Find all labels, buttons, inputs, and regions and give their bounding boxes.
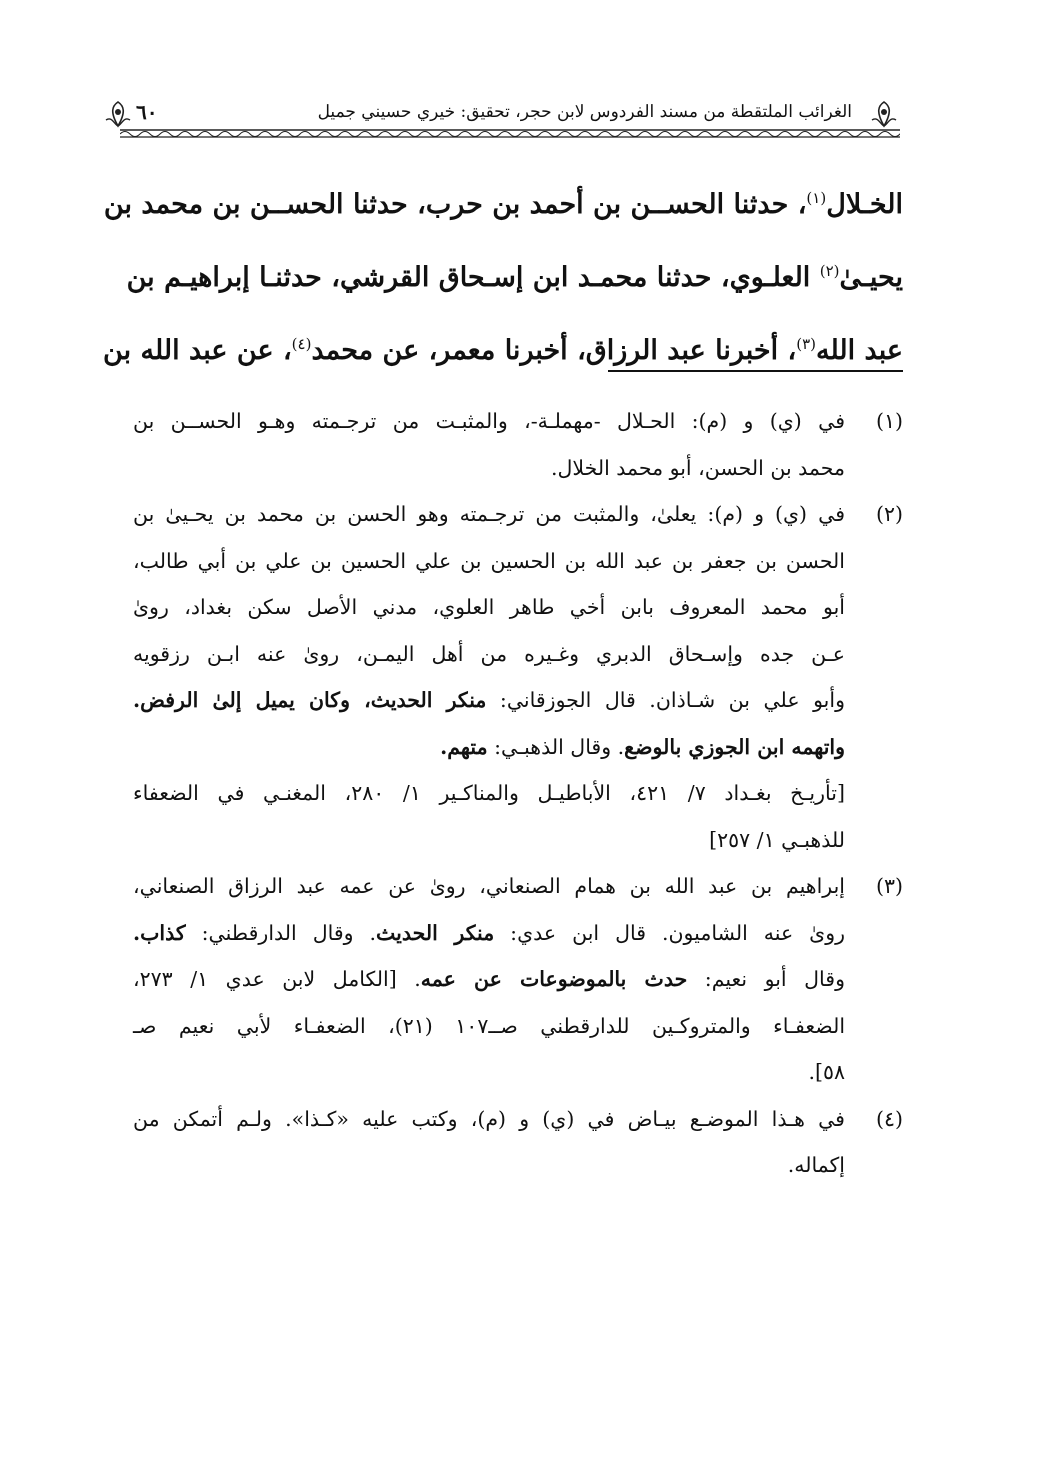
bold-phrase: واتهمه ابن الجوزي بالوضع: [624, 734, 845, 759]
footnote-line: إبراهيم بن عبد الله بن همام الصنعاني، روىٰ عن عمه عبد الرزاق الصنعاني،: [133, 874, 845, 898]
footnote-line: الضعفـاء والمتروكـين للدارقطني صــ١٠٧ (٢١)، الضعفـاء لأبي نعيم صـ: [133, 1013, 846, 1038]
bold-phrase: كذاب.: [133, 920, 186, 945]
footnote-2: [133, 491, 903, 863]
floral-ornament-icon: [102, 98, 134, 130]
main-text-line: عبد الله$^{(٣)}$، أخبرنا عبد الرزاق، أخبرنا معمر، عن محمد$^{(٤)}$، عن عبد الله بن: [103, 335, 903, 366]
bold-phrase: منكر الحديث: [376, 920, 495, 945]
footnote-line: عـن جده وإسـحاق الدبري وغـيره من أهل اليمـن، روىٰ عنه ابـن رزقويه: [133, 641, 845, 666]
footnote-line: إكماله.: [787, 1153, 845, 1177]
bold-phrase: منكر الحديث، وكان يميل إلىٰ الرفض.: [133, 688, 487, 712]
footnote-number: (١): [875, 409, 903, 433]
main-body-text: [103, 165, 903, 384]
footnote-ref: (١): [806, 189, 827, 207]
footnote-4: [133, 1096, 903, 1189]
floral-ornament-icon: [868, 98, 900, 130]
page-number: ٦٠: [136, 100, 158, 124]
footnote-line: واتهمه ابن الجوزي بالوضع. وقال الذهبـي: متهم.: [440, 734, 845, 759]
running-header-title: الغرائب الملتقطة من مسند الفردوس لابن حجر، تحقيق: خيري حسيني جميل: [317, 102, 852, 122]
footnote-number: (٢): [875, 502, 903, 526]
footnote-line: [تأريـخ بغـداد ٧/ ٤٢١، الأباطيـل والمناكـير ١/ ٢٨٠، المغنـي في الضعفاء: [133, 781, 845, 805]
footnote-line: محمد بن الحسن، أبو محمد الخلال.: [550, 455, 845, 480]
footnote-line: وقال أبو نعيم: حدث بالموضوعات عن عمه. [الكامل لابن عدي ١/ ٢٧٣،: [133, 967, 845, 991]
main-text-line: الخـلال$^{(١)}$، حدثنا الحســن بن أحمد بن حرب، حدثنا الحســن بن محمد بن: [103, 189, 903, 220]
footnote-ref: (٤): [291, 335, 312, 353]
footnote-3: [133, 863, 903, 1096]
bold-phrase: حدث بالموضوعات عن عمه: [420, 967, 688, 991]
footnote-1: [133, 398, 903, 491]
bold-phrase: متهم.: [440, 734, 488, 759]
footnote-line: الحسن بن جعفر بن عبد الله بن الحسين بن علي الحسين بن علي بن أبي طالب،: [133, 548, 845, 573]
footnote-line: وأبو علي بن شـاذان. قال الجوزقاني: منكر الحديث، وكان يميل إلىٰ الرفض.: [133, 688, 845, 712]
footnote-line: روىٰ عنه الشاميون. قال ابن عدي: منكر الحديث. وقال الدارقطني: كذاب.: [133, 920, 845, 945]
footnote-ref: (٢): [819, 262, 840, 280]
footnotes-section: [133, 398, 903, 1189]
running-header: [120, 100, 900, 146]
footnote-line: ٥٨].: [808, 1060, 845, 1084]
footnote-number: (٣): [875, 874, 903, 898]
footnote-ref: (٣): [796, 335, 817, 353]
footnote-line: للذهبـي ١/ ٢٥٧]: [709, 827, 845, 852]
footnote-line: في (ي) و (م): الحـلال -مهملـة-، والمثبـت من ترجـمته وهـو الحســن بن: [133, 409, 845, 433]
footnote-line: في (ي) و (م): يعلىٰ، والمثبت من ترجـمته وهو الحسن بن محمد بن يحـيىٰ بن: [133, 502, 845, 526]
footnote-line: في هـذا الموضـع بيـاض في (ي) و (م)، وكتب عليه «كـذا». ولـم أتمكن من: [133, 1106, 845, 1131]
decorative-header-rule: [120, 128, 900, 138]
footnote-separator: [608, 370, 903, 372]
footnote-line: أبو محمد المعروف بابن أخي طاهر العلوي، مدني الأصل سكن بغداد، روىٰ: [133, 595, 845, 619]
footnote-number: (٤): [875, 1106, 903, 1131]
main-text-line: يحيـىٰ$^{(٢)}$ العلـوي، حدثنا محمـد ابن إسـحاق القرشي، حدثنـا إبراهيـم بن: [126, 262, 903, 293]
